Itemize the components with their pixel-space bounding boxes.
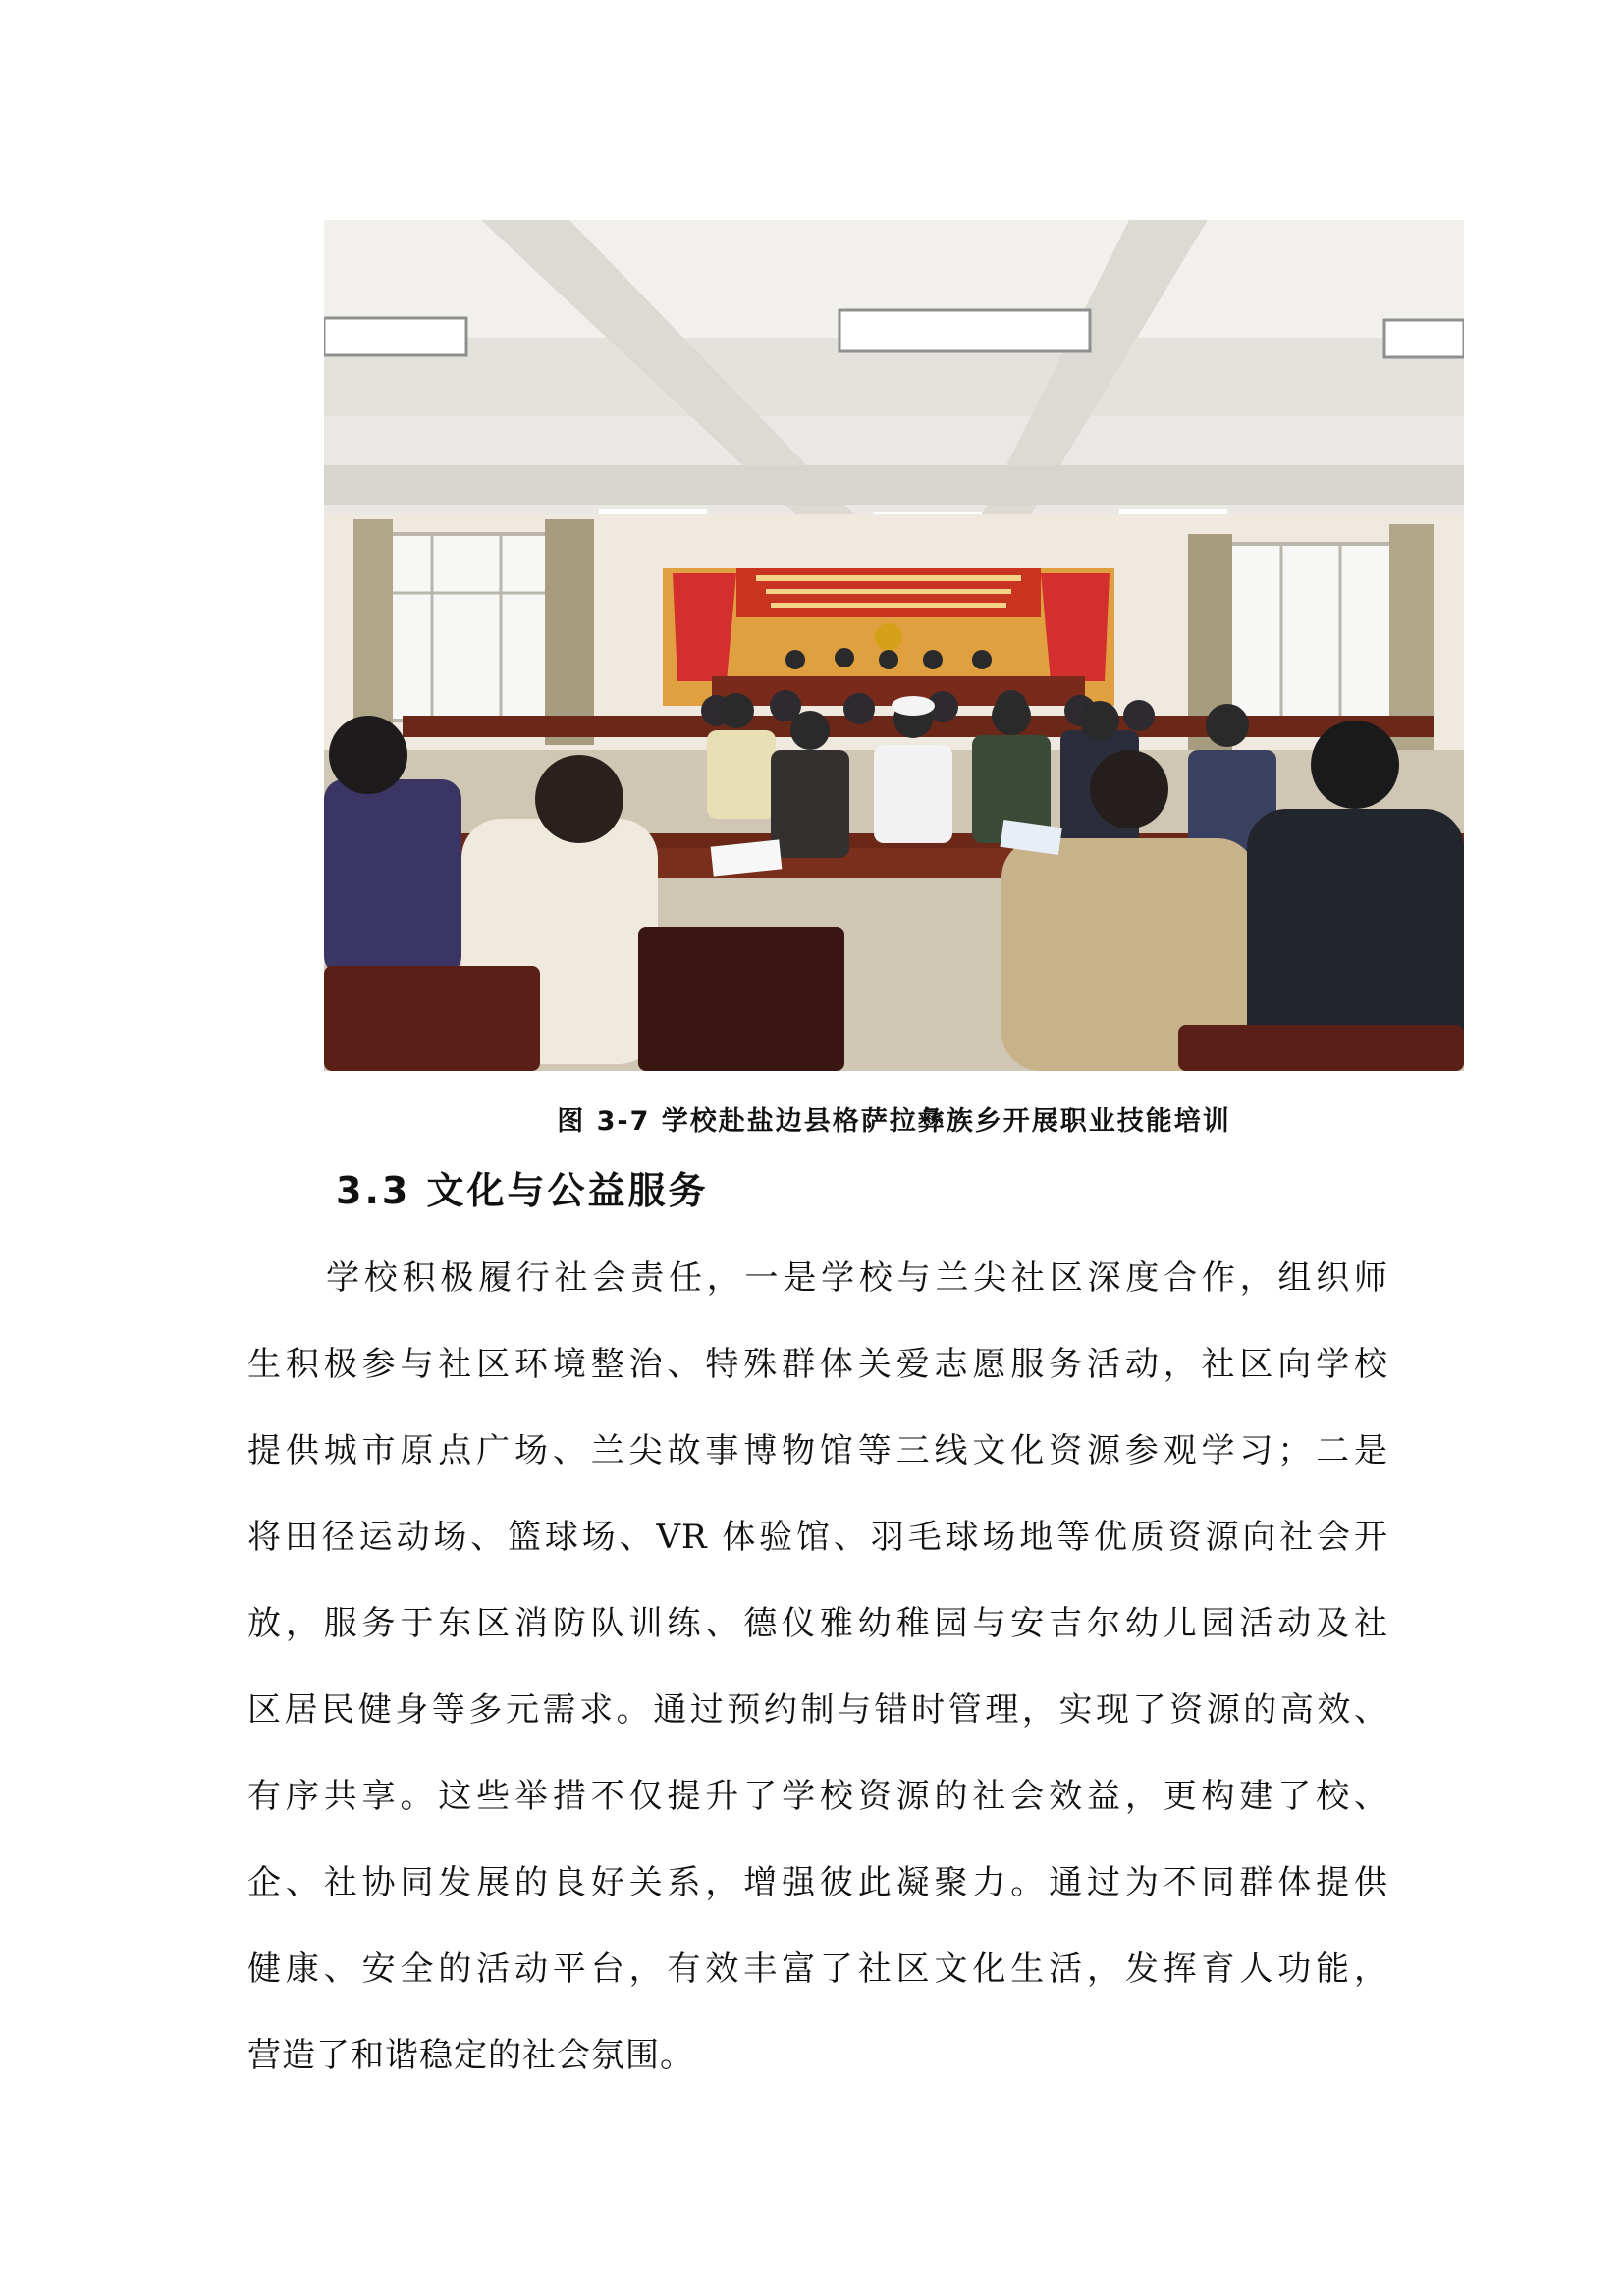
meeting-room-photo [324, 220, 1464, 1071]
paragraph-line: 有序共享。这些举措不仅提升了学校资源的社会效益，更构建了校、 [247, 1777, 1388, 1816]
body-paragraph [247, 1235, 1388, 2099]
paragraph-line: 提供城市原点广场、兰尖故事博物馆等三线文化资源参观学习；二是 [247, 1431, 1388, 1470]
training-photo [324, 220, 1464, 1071]
paragraph-line: 学校积极履行社会责任，一是学校与兰尖社区深度合作，组织师 [326, 1258, 1388, 1298]
paragraph-line: 区居民健身等多元需求。通过预约制与错时管理，实现了资源的高效、 [247, 1690, 1388, 1730]
figure-caption: 图 3-7 学校赴盐边县格萨拉彝族乡开展职业技能培训 [557, 1106, 1231, 1137]
paragraph-line: 将田径运动场、篮球场、VR 体验馆、羽毛球场地等优质资源向社会开 [247, 1518, 1388, 1557]
paragraph-line: 企、社协同发展的良好关系，增强彼此凝聚力。通过为不同群体提供 [247, 1863, 1388, 1902]
section-heading: 3.3 文化与公益服务 [336, 1169, 709, 1212]
paragraph-line: 营造了和谐稳定的社会氛围。 [247, 2036, 694, 2075]
paragraph-line: 生积极参与社区环境整治、特殊群体关爱志愿服务活动，社区向学校 [247, 1345, 1388, 1384]
paragraph-line: 健康、安全的活动平台，有效丰富了社区文化生活，发挥育人功能， [247, 1949, 1388, 1989]
paragraph-line: 放，服务于东区消防队训练、德仪雅幼稚园与安吉尔幼儿园活动及社 [247, 1604, 1388, 1643]
